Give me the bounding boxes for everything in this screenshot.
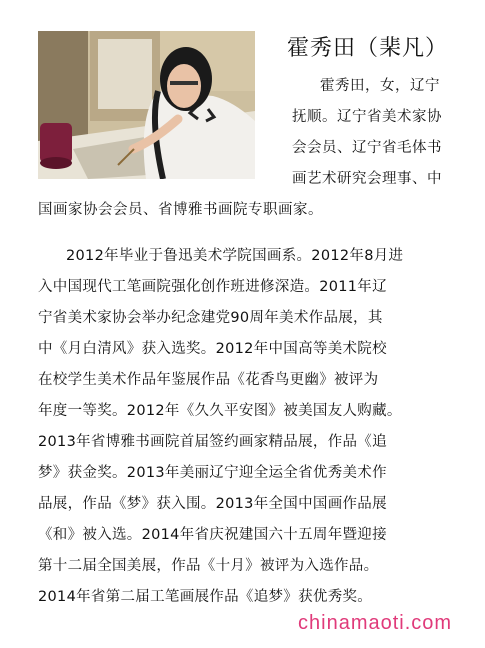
watermark: chinamaoti.com: [298, 612, 453, 634]
bio-line: 中《月白清风》获入选奖。2012年中国高等美术院校: [38, 341, 387, 357]
intro-line: 抚顺。辽宁省美术家协: [292, 109, 442, 125]
bio-line: 2013年省博雅书画院首届签约画家精品展，作品《追: [38, 434, 387, 450]
bio-line: 品展，作品《梦》获入围。2013年全国中国画作品展: [38, 496, 387, 512]
page-title: 霍秀田（棐凡）: [287, 36, 449, 61]
intro-line: 国画家协会会员、省博雅书画院专职画家。: [38, 202, 323, 218]
bio-line: 入中国现代工笔画院强化创作班进修深造。2011年辽: [38, 279, 387, 295]
artist-photo: [38, 31, 255, 179]
bio-line: 年度一等奖。2012年《久久平安图》被美国友人购藏。: [38, 403, 402, 419]
bio-line: 第十二届全国美展，作品《十月》被评为入选作品。: [38, 558, 379, 574]
intro-line: 画艺术研究会理事、中: [292, 171, 442, 187]
bio-line: 《和》被入选。2014年省庆祝建国六十五周年暨迎接: [38, 527, 387, 543]
intro-line: 霍秀田，女，辽宁: [320, 78, 440, 94]
artist-photo-illustration: [38, 31, 255, 179]
bio-line: 宁省美术家协会举办纪念建党90周年美术作品展，其: [38, 310, 383, 326]
intro-line: 会会员、辽宁省毛体书: [292, 140, 442, 156]
bio-line: 在校学生美术作品年鉴展作品《花香鸟更幽》被评为: [38, 372, 379, 388]
bio-line: 梦》获金奖。2013年美丽辽宁迎全运全省优秀美术作: [38, 465, 387, 481]
bio-line: 2012年毕业于鲁迅美术学院国画系。2012年8月进: [66, 248, 404, 264]
bio-line: 2014年省第二届工笔画展作品《追梦》获优秀奖。: [38, 589, 373, 605]
